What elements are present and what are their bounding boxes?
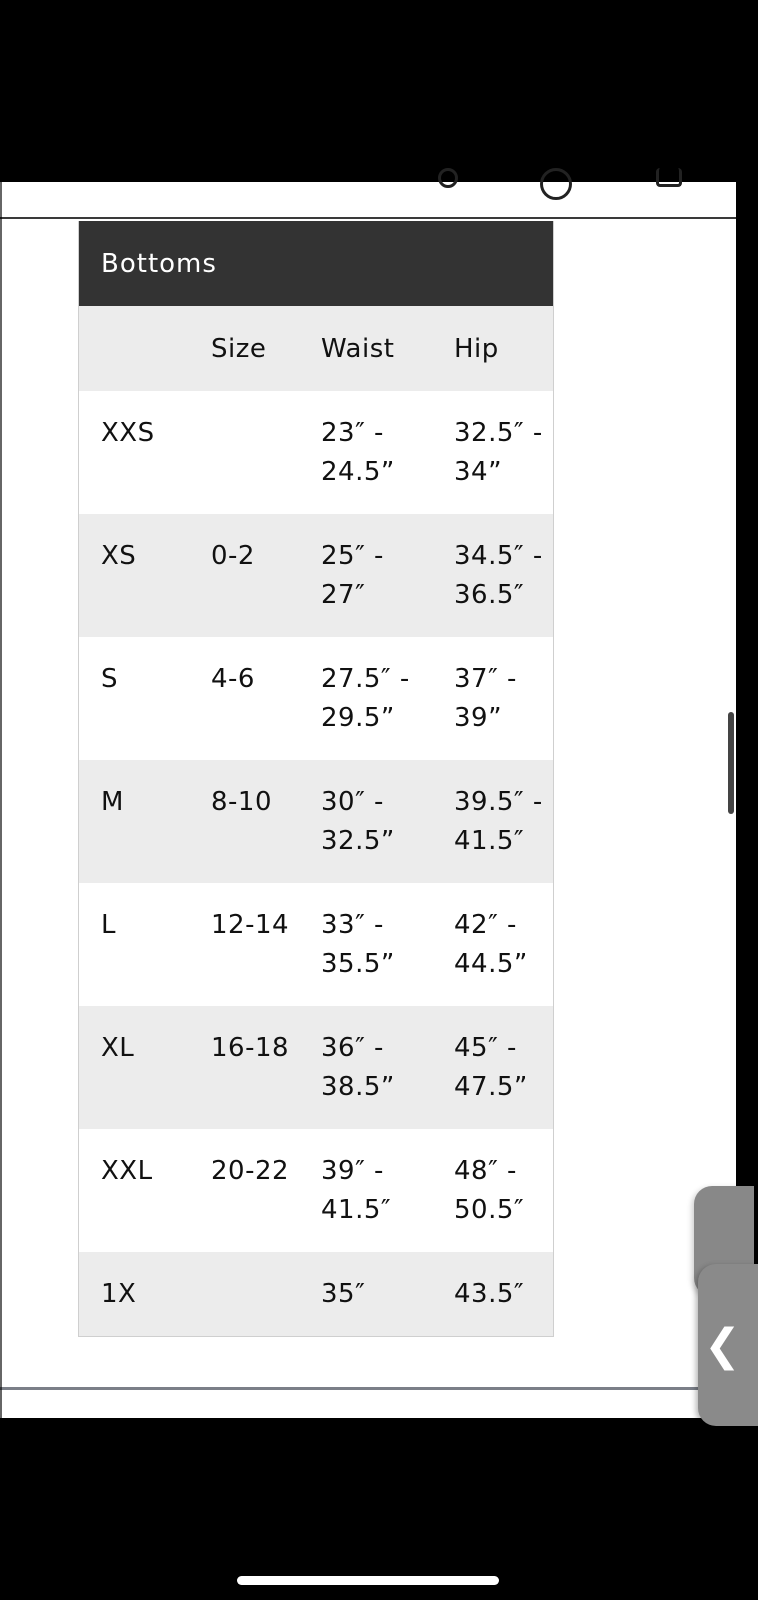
site-header xyxy=(0,182,736,202)
search-icon[interactable] xyxy=(438,168,458,188)
cell-hip: 39.5″ - 41.5″ xyxy=(454,787,543,856)
table-row xyxy=(79,1252,553,1336)
home-indicator[interactable] xyxy=(237,1576,499,1585)
scrollbar-thumb[interactable] xyxy=(728,712,734,814)
table-row xyxy=(79,1006,553,1129)
cell-hip: 43.5″ xyxy=(454,1279,525,1309)
side-panel-toggle[interactable] xyxy=(698,1264,758,1426)
screen-edge xyxy=(0,182,2,1418)
cell-label: 1X xyxy=(101,1279,137,1309)
cell-label: M xyxy=(101,787,124,817)
cell-size: 16-18 xyxy=(211,1033,290,1063)
table-row xyxy=(79,637,553,760)
cell-hip: 42″ - 44.5” xyxy=(454,910,528,979)
cell-hip: 45″ - 47.5” xyxy=(454,1033,528,1102)
account-icon[interactable] xyxy=(540,168,572,200)
cell-size: 4-6 xyxy=(211,664,255,694)
cell-label: XL xyxy=(101,1033,135,1063)
cell-hip: 34.5″ - 36.5″ xyxy=(454,541,543,610)
cell-hip: 32.5″ - 34” xyxy=(454,418,543,487)
cell-waist: 30″ - 32.5” xyxy=(321,787,395,856)
status-area xyxy=(0,0,736,182)
header-cell-hip: Hip xyxy=(454,334,499,364)
table-title: Bottoms xyxy=(79,221,553,306)
cell-label: XXS xyxy=(101,418,155,448)
cart-icon[interactable] xyxy=(656,168,682,187)
cell-label: XS xyxy=(101,541,137,571)
header-divider xyxy=(0,217,736,219)
cell-size: 8-10 xyxy=(211,787,273,817)
table-row xyxy=(79,883,553,1006)
cell-waist: 33″ - 35.5” xyxy=(321,910,395,979)
header-cell-size: Size xyxy=(211,334,267,364)
cell-hip: 48″ - 50.5″ xyxy=(454,1156,525,1225)
cell-size: 12-14 xyxy=(211,910,290,940)
cell-label: XXL xyxy=(101,1156,153,1186)
cell-size xyxy=(189,391,299,514)
table-header-row xyxy=(79,306,553,391)
table-row xyxy=(79,1129,553,1252)
size-chart xyxy=(78,221,554,1337)
header-cell-waist: Waist xyxy=(321,334,395,364)
cell-hip: 37″ - 39” xyxy=(454,664,517,733)
toolbar-divider xyxy=(0,1387,700,1390)
chevron-left-icon: ❮ xyxy=(704,1319,741,1371)
cell-waist: 36″ - 38.5” xyxy=(321,1033,395,1102)
cell-size xyxy=(189,1252,299,1336)
table-row xyxy=(79,391,553,514)
cell-label: L xyxy=(101,910,116,940)
cell-label: S xyxy=(101,664,119,694)
header-cell-blank xyxy=(79,306,189,391)
size-table xyxy=(79,306,553,1336)
cell-waist: 23″ - 24.5” xyxy=(321,418,395,487)
cell-waist: 39″ - 41.5″ xyxy=(321,1156,392,1225)
table-row xyxy=(79,760,553,883)
cell-size: 0-2 xyxy=(211,541,255,571)
cell-waist: 35″ xyxy=(321,1279,366,1309)
cell-waist: 25″ - 27″ xyxy=(321,541,384,610)
cell-waist: 27.5″ - 29.5” xyxy=(321,664,410,733)
table-row xyxy=(79,514,553,637)
web-page xyxy=(0,182,736,1418)
cell-size: 20-22 xyxy=(211,1156,290,1186)
